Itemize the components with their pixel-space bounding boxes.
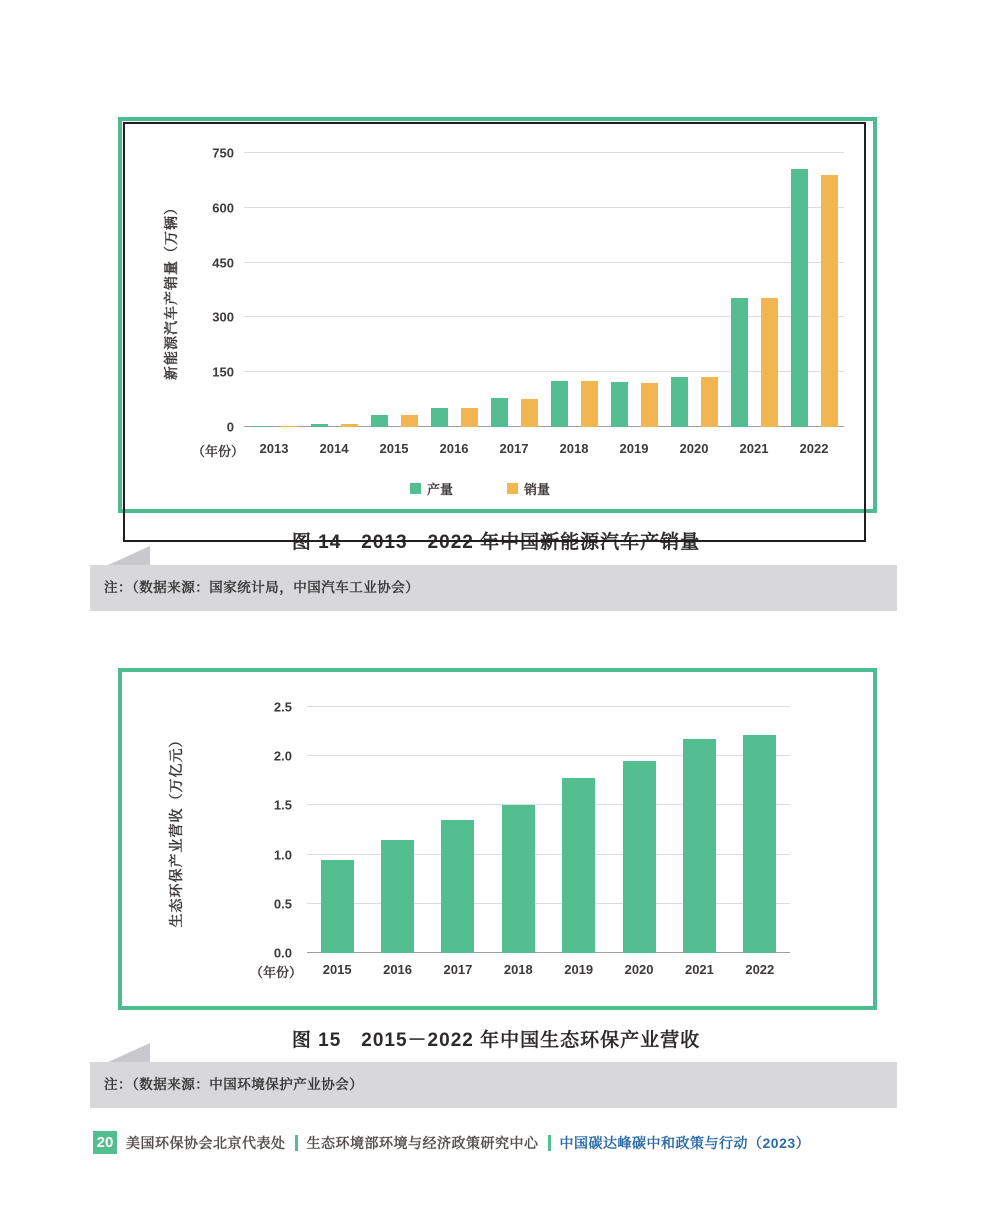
bar-group-2016 <box>367 707 427 953</box>
y-tick-label: 0.0 <box>273 945 292 961</box>
bar-group-2019 <box>549 707 609 953</box>
y-tick-label: 2.5 <box>273 699 292 715</box>
y-tick-label: 450 <box>212 255 234 271</box>
footer-separator-icon <box>295 1135 298 1151</box>
bars-layer <box>307 707 790 953</box>
bar-营收-2019 <box>562 778 595 953</box>
bar-group-2015 <box>307 707 367 953</box>
legend-label: 销量 <box>524 482 551 497</box>
y-tick-label: 300 <box>212 309 234 325</box>
figure14-y-axis-title: 新能源汽车产销量（万辆） <box>163 200 179 380</box>
x-tick-label-2021: 2021 <box>684 962 714 977</box>
bar-营收-2018 <box>502 805 535 953</box>
y-tick-label: 150 <box>212 364 234 380</box>
legend-item-销量 <box>507 479 550 498</box>
bar-group-2020 <box>609 707 669 953</box>
x-tick-label-2019: 2019 <box>564 962 594 977</box>
x-tick-label-2018: 2018 <box>559 441 589 456</box>
figure15-y-axis-title: 生态环保产业营收（万亿元） <box>168 732 184 928</box>
bar-营收-2016 <box>381 840 414 953</box>
y-tick-label: 600 <box>212 200 234 216</box>
y-tick-label: 1.0 <box>273 847 292 863</box>
figure14-x-axis-title: （年份） <box>192 444 245 459</box>
bar-group-2022 <box>730 707 790 953</box>
figure14-x-ticks <box>244 441 844 456</box>
y-tick-label: 0.5 <box>273 896 292 912</box>
legend-label: 产量 <box>426 482 453 497</box>
figure15-source-note <box>90 1062 897 1108</box>
x-tick-label-2013: 2013 <box>259 441 289 456</box>
page-footer <box>93 1131 810 1154</box>
x-tick-label-2022: 2022 <box>799 441 829 456</box>
figure15-y-ticks <box>238 699 292 961</box>
figure14-source-note-text: 注：（数据来源：国家统计局，中国汽车工业协会） <box>104 580 420 595</box>
x-tick-label-2022: 2022 <box>745 962 775 977</box>
figure15-source-note-text: 注：（数据来源：中国环境保护产业协会） <box>104 1077 364 1092</box>
figure15-x-ticks <box>307 962 790 977</box>
bar-group-2018 <box>488 707 548 953</box>
x-tick-label-2016: 2016 <box>383 962 413 977</box>
figure14-legend <box>184 479 776 498</box>
x-tick-label-2015: 2015 <box>379 441 409 456</box>
legend-swatch-icon <box>507 483 518 494</box>
x-tick-label-2021: 2021 <box>739 441 769 456</box>
figure15-plot-area <box>307 707 790 953</box>
footer-org1: 美国环保协会北京代表处 <box>126 1134 286 1151</box>
y-tick-label: 750 <box>212 145 234 161</box>
x-tick-label-2020: 2020 <box>679 441 709 456</box>
y-tick-label: 2.0 <box>273 748 292 764</box>
x-tick-label-2016: 2016 <box>439 441 469 456</box>
x-tick-label-2018: 2018 <box>503 962 533 977</box>
x-tick-label-2019: 2019 <box>619 441 649 456</box>
x-tick-label-2017: 2017 <box>443 962 473 977</box>
y-tick-label: 0 <box>226 419 234 435</box>
legend-swatch-icon <box>410 483 421 494</box>
footer-separator-icon <box>548 1135 551 1151</box>
figure14-source-note <box>90 565 897 611</box>
bar-营收-2021 <box>683 739 716 954</box>
bar-营收-2020 <box>623 761 656 953</box>
figure15-caption: 图 15 2015－2022 年中国生态环保产业营收 <box>291 1030 701 1051</box>
bar-group-2017 <box>428 707 488 953</box>
footer-org2: 生态环境部环境与经济政策研究中心 <box>306 1134 539 1151</box>
bar-营收-2022 <box>743 735 776 953</box>
page-number-badge: 20 <box>93 1131 117 1154</box>
legend-item-产量 <box>410 479 453 498</box>
x-tick-label-2015: 2015 <box>322 962 352 977</box>
bar-营收-2017 <box>441 820 474 953</box>
x-tick-label-2014: 2014 <box>319 441 349 456</box>
figure14-y-ticks <box>150 145 234 435</box>
x-tick-label-2020: 2020 <box>624 962 654 977</box>
bar-group-2021 <box>669 707 729 953</box>
bar-营收-2015 <box>321 860 354 953</box>
figure15-x-axis-title: （年份） <box>250 965 303 980</box>
figure14-caption: 图 14 2013－2022 年中国新能源汽车产销量 <box>291 532 701 553</box>
footer-report-title: 中国碳达峰碳中和政策与行动（2023） <box>559 1134 811 1151</box>
y-tick-label: 1.5 <box>273 797 292 813</box>
x-tick-label-2017: 2017 <box>499 441 529 456</box>
